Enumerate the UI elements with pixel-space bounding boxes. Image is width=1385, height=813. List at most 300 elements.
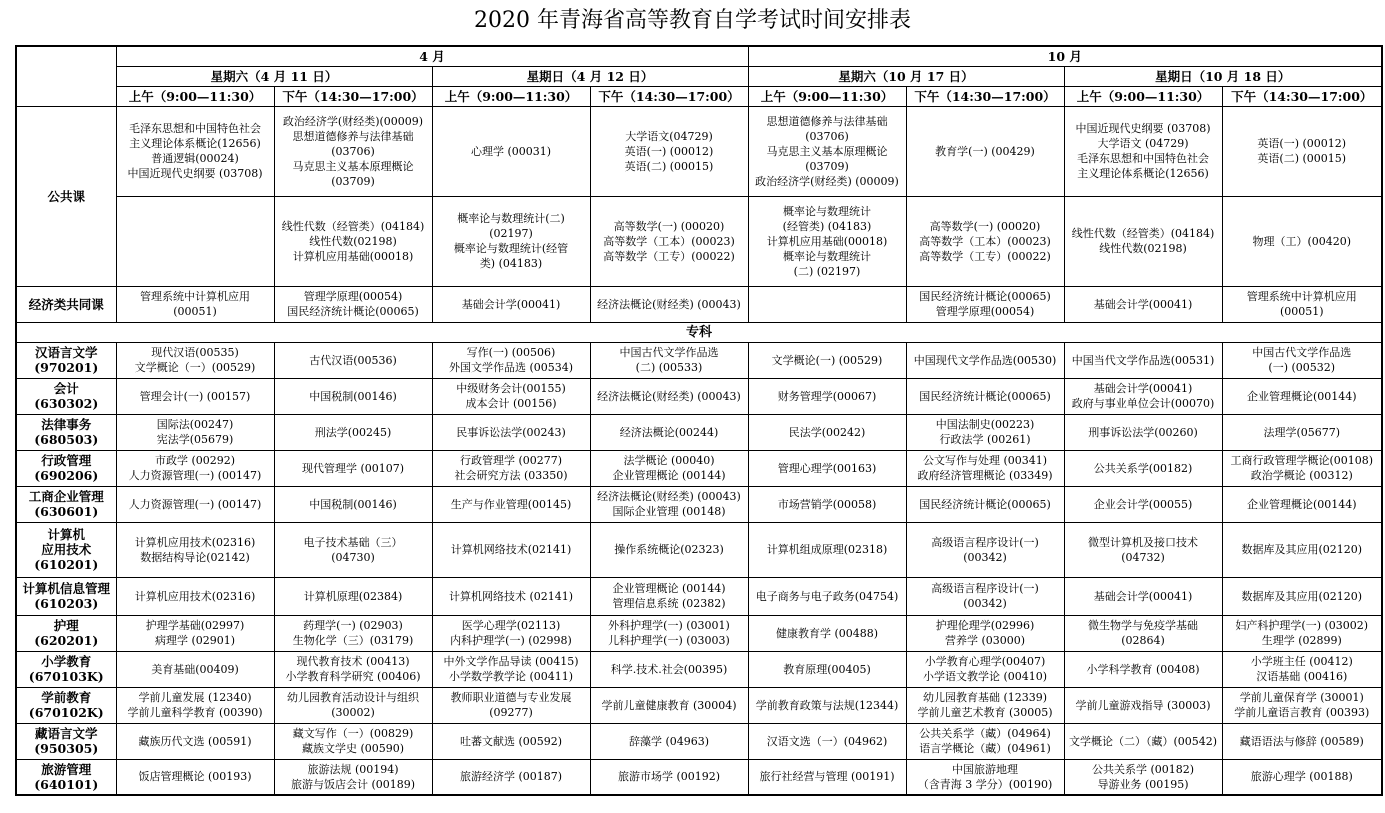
- exam-cell: [1222, 522, 1382, 577]
- cell-line: 导游业务 (00195): [1097, 777, 1189, 791]
- row-header: [16, 577, 116, 615]
- row-header: [16, 106, 116, 286]
- exam-cell: [274, 687, 432, 723]
- cell-line: (610201): [34, 557, 99, 572]
- exam-cell: [1222, 615, 1382, 651]
- cell-line: 管理系统中计算机应用: [140, 290, 250, 303]
- cell-line: 数据库及其应用(02120): [1241, 543, 1363, 556]
- cell-line: 学前儿童游戏指导 (30003): [1075, 698, 1211, 712]
- row-header: [16, 759, 116, 795]
- exam-cell: [432, 414, 590, 450]
- exam-cell: [1064, 615, 1222, 651]
- cell-line: 藏族文学史 (00590): [301, 742, 405, 755]
- cell-line: 普通逻辑(00024): [151, 152, 239, 165]
- cell-line: 法理学(05677): [1263, 425, 1341, 439]
- cell-line: 政府与事业单位会计(00070): [1071, 397, 1215, 410]
- cell-line: 线性代数（经管类）(04184): [1071, 227, 1215, 240]
- cell-line: (二) (00533): [635, 361, 703, 374]
- cell-line: 管理学原理(00054): [303, 290, 403, 303]
- exam-cell: [116, 106, 274, 196]
- exam-cell: [1222, 577, 1382, 615]
- session-header: 上午（9:00—11:30）: [432, 86, 590, 106]
- exam-cell: [274, 759, 432, 795]
- exam-cell: [116, 577, 274, 615]
- cell-line: 民事诉讼法学(00243): [456, 425, 566, 439]
- exam-cell: [274, 286, 432, 322]
- cell-line: 主义理论体系概论(12656): [129, 137, 261, 150]
- exam-cell: [906, 759, 1064, 795]
- exam-cell: [590, 450, 748, 486]
- exam-cell: [748, 414, 906, 450]
- cell-line: 基础会计学(00041): [1093, 589, 1193, 603]
- cell-line: 旅游法规 (00194): [307, 762, 399, 776]
- cell-line: 操作系统概论(02323): [614, 543, 724, 556]
- exam-cell: [1064, 450, 1222, 486]
- cell-line: 辞藻学 (04963): [628, 734, 710, 748]
- cell-line: (一) (00532): [1268, 361, 1336, 374]
- session-header: 上午（9:00—11:30）: [116, 86, 274, 106]
- session-header: 下午（14:30—17:00）: [1222, 86, 1382, 106]
- cell-line: (950305): [34, 741, 99, 756]
- cell-line: 中国古代文学作品选: [619, 346, 719, 359]
- cell-line: 国际企业管理 (00148): [612, 505, 726, 518]
- cell-line: 财务管理学(00067): [777, 389, 877, 403]
- cell-line: 企业会计学(00055): [1093, 497, 1193, 511]
- cell-line: 法律事务: [41, 417, 92, 432]
- table-row: [16, 723, 1382, 759]
- exam-cell: [1064, 414, 1222, 450]
- exam-cell: [748, 687, 906, 723]
- cell-line: 学前教育政策与法规(12344): [755, 698, 899, 712]
- cell-line: 高等数学（工专）(00022): [919, 249, 1051, 263]
- cell-line: 管理心理学(00163): [777, 461, 877, 475]
- cell-line: (620201): [34, 633, 99, 648]
- cell-line: 公共课: [47, 188, 85, 204]
- cell-line: 思想道德修养与法律基础: [292, 129, 414, 143]
- cell-line: 毛泽东思想和中国特色社会: [129, 122, 261, 135]
- cell-line: 中国税制(00146): [309, 389, 397, 403]
- exam-cell: [432, 286, 590, 322]
- cell-line: 高等数学（工本）(00023): [603, 234, 735, 248]
- exam-cell: [590, 651, 748, 687]
- cell-line: 小学教育: [41, 654, 92, 669]
- table-row: [16, 378, 1382, 414]
- exam-cell: [116, 342, 274, 378]
- exam-cell: [116, 615, 274, 651]
- exam-cell: [1064, 196, 1222, 286]
- row-header: [16, 615, 116, 651]
- exam-cell: [116, 378, 274, 414]
- cell-line: 外国文学作品选 (00534): [448, 361, 574, 374]
- exam-cell: [432, 378, 590, 414]
- exam-cell: [906, 286, 1064, 322]
- cell-line: 基础会计学(00041): [1093, 297, 1193, 311]
- cell-line: 市场营销学(00058): [777, 497, 877, 511]
- exam-cell: [906, 615, 1064, 651]
- cell-line: 公共关系学 (00182): [1091, 762, 1195, 776]
- cell-line: 饭店管理概论 (00193): [138, 770, 252, 784]
- cell-line: 汉语基础 (00416): [1256, 670, 1348, 683]
- cell-line: 计算机网络技术 (02141): [448, 589, 574, 603]
- cell-line: 旅游市场学 (00192): [617, 770, 721, 784]
- cell-line: 英语(二) (00015): [1257, 152, 1347, 165]
- exam-cell: [748, 486, 906, 522]
- cell-line: (680503): [34, 432, 99, 447]
- cell-line: 生产与作业管理(00145): [450, 497, 572, 511]
- cell-line: 美育基础(00409): [151, 662, 239, 676]
- cell-line: 政治学概论 (00312): [1250, 469, 1353, 482]
- row-header: [16, 651, 116, 687]
- cell-line: 国民经济统计概论(00065): [287, 305, 419, 318]
- cell-line: (30002): [331, 706, 375, 719]
- exam-cell: [1222, 342, 1382, 378]
- exam-cell: [432, 486, 590, 522]
- cell-line: 生物化学（三）(03179): [292, 634, 414, 647]
- exam-cell: [274, 342, 432, 378]
- cell-line: 外科护理学(一) (03001): [608, 619, 730, 632]
- table-row: [16, 106, 1382, 196]
- exam-cell: [116, 687, 274, 723]
- exam-cell: [748, 286, 906, 322]
- cell-line: 学前儿童发展 (12340): [138, 691, 252, 704]
- exam-cell: [274, 486, 432, 522]
- cell-line: 中级财务会计(00155): [456, 382, 566, 395]
- cell-line: 药理学(一) (02903): [303, 619, 403, 632]
- cell-line: 基础会计学(00041): [461, 297, 561, 311]
- cell-line: 幼儿园教育基础 (12339): [922, 691, 1048, 704]
- table-row: [16, 615, 1382, 651]
- day-header: 星期日（4 月 12 日）: [432, 66, 748, 86]
- cell-line: 汉语言文学: [34, 345, 98, 360]
- exam-cell: [116, 196, 274, 286]
- cell-line: 企业管理概论 (00144): [612, 582, 726, 595]
- exam-cell: [274, 615, 432, 651]
- cell-line: 教育原理(00405): [783, 662, 871, 676]
- exam-cell: [1222, 414, 1382, 450]
- exam-cell: [1064, 759, 1222, 795]
- cell-line: 中国近现代史纲要 (03708): [127, 167, 263, 180]
- cell-line: 政府经济管理概论 (03349): [917, 469, 1053, 482]
- cell-line: 小学教育科学研究 (00406): [285, 670, 421, 683]
- table-row: [16, 196, 1382, 286]
- exam-cell: [590, 723, 748, 759]
- cell-line: 工商企业管理: [28, 489, 104, 504]
- cell-line: 经济类共同课: [28, 296, 104, 312]
- cell-line: 中国现代文学作品选(00530): [913, 353, 1057, 367]
- cell-line: 市政学 (00292): [154, 454, 236, 467]
- cell-line: (经管类) (04183): [782, 219, 872, 233]
- exam-cell: [1222, 450, 1382, 486]
- exam-cell: [906, 378, 1064, 414]
- cell-line: 国民经济统计概论(00065): [919, 389, 1051, 403]
- table-row: [16, 651, 1382, 687]
- exam-cell: [590, 486, 748, 522]
- cell-line: 人力资源管理(一) (00147): [128, 497, 262, 511]
- cell-line: 学前儿童保育学 (30001): [1239, 691, 1364, 704]
- cell-line: (670103K): [28, 669, 104, 684]
- cell-line: 学前教育: [41, 690, 92, 705]
- exam-cell: [906, 522, 1064, 577]
- exam-cell: [1222, 196, 1382, 286]
- cell-line: 马克思主义基本原理概论: [766, 144, 888, 158]
- exam-cell: [432, 196, 590, 286]
- cell-line: 汉语文选（一）(04962): [766, 734, 888, 748]
- exam-cell: [432, 759, 590, 795]
- cell-line: 计算机应用基础(00018): [766, 234, 888, 248]
- cell-line: 马克思主义基本原理概论: [292, 159, 414, 173]
- cell-line: 思想道德修养与法律基础: [766, 114, 888, 128]
- exam-cell: [1064, 577, 1222, 615]
- cell-line: 高级语言程序设计(一): [931, 535, 1039, 549]
- cell-line: 医学心理学(02113): [461, 619, 561, 632]
- exam-cell: [1222, 486, 1382, 522]
- cell-line: 微型计算机及接口技术: [1088, 535, 1198, 549]
- exam-cell: [1064, 106, 1222, 196]
- row-header: [16, 450, 116, 486]
- exam-cell: [590, 687, 748, 723]
- exam-cell: [116, 450, 274, 486]
- cell-line: 毛泽东思想和中国特色社会: [1077, 152, 1209, 165]
- exam-cell: [906, 414, 1064, 450]
- exam-cell: [274, 522, 432, 577]
- cell-line: 经济法概论(财经类) (00043): [597, 389, 741, 403]
- exam-cell: [748, 450, 906, 486]
- cell-line: 管理信息系统 (02382): [612, 597, 726, 610]
- cell-line: 学前儿童艺术教育 (30005): [917, 706, 1053, 719]
- exam-cell: [906, 723, 1064, 759]
- cell-line: (630601): [34, 504, 99, 519]
- cell-line: 线性代数(02198): [1099, 242, 1187, 255]
- cell-line: (03706): [331, 144, 375, 158]
- cell-line: 学前儿童健康教育 (30004): [601, 698, 737, 712]
- cell-line: 高等数学（工专）(00022): [603, 249, 735, 263]
- cell-line: 计算机原理(02384): [303, 589, 403, 603]
- exam-cell: [432, 615, 590, 651]
- row-header: [16, 687, 116, 723]
- cell-line: 数据结构导论(02142): [140, 550, 250, 564]
- cell-line: 英语(一) (00012): [1257, 137, 1347, 150]
- exam-cell: [116, 414, 274, 450]
- cell-line: 高级语言程序设计(一): [931, 582, 1039, 595]
- cell-line: 健康教育学 (00488): [775, 626, 879, 640]
- cell-line: 企业管理概论 (00144): [612, 469, 726, 482]
- cell-line: (670102K): [28, 705, 104, 720]
- cell-line: 文学概论(一) (00529): [771, 353, 883, 367]
- exam-cell: [1222, 286, 1382, 322]
- exam-cell: [274, 414, 432, 450]
- cell-line: 类) (04183): [479, 257, 543, 270]
- cell-line: 概率论与数理统计(经管: [453, 242, 569, 255]
- exam-cell: [274, 450, 432, 486]
- exam-cell: [906, 486, 1064, 522]
- exam-cell: [1064, 687, 1222, 723]
- cell-line: 管理学原理(00054): [935, 305, 1035, 318]
- exam-cell: [274, 577, 432, 615]
- cell-line: (二) (02197): [793, 264, 861, 278]
- cell-line: 小学语文教学论 (00410): [922, 670, 1048, 683]
- day-header: 星期日（10 月 18 日）: [1064, 66, 1382, 86]
- cell-line: 管理会计(一) (00157): [139, 389, 251, 403]
- cell-line: 公共关系学(00182): [1093, 461, 1193, 475]
- exam-schedule-table: [15, 45, 1383, 796]
- exam-cell: [1222, 378, 1382, 414]
- table-row: [16, 577, 1382, 615]
- cell-line: 儿科护理学(一) (03003): [608, 634, 730, 647]
- table-row: [16, 486, 1382, 522]
- exam-cell: [1222, 106, 1382, 196]
- corner-cell: [16, 46, 116, 106]
- cell-line: (970201): [34, 360, 99, 375]
- cell-line: 大学语文(04729): [625, 129, 713, 143]
- cell-line: 国民经济统计概论(00065): [919, 290, 1051, 303]
- cell-line: 人力资源管理(一) (00147): [128, 469, 262, 482]
- cell-line: 应用技术: [41, 542, 92, 557]
- row-header: [16, 522, 116, 577]
- cell-line: 中国法制史(00223): [935, 418, 1035, 431]
- cell-line: 概率论与数理统计: [783, 249, 871, 263]
- cell-line: 中外文学作品导读 (00415): [443, 655, 579, 668]
- cell-line: 古代汉语(00536): [309, 353, 397, 367]
- cell-line: 中国税制(00146): [309, 497, 397, 511]
- row-header: [16, 723, 116, 759]
- exam-cell: [1064, 723, 1222, 759]
- cell-line: 微生物学与免疫学基础: [1088, 619, 1198, 632]
- cell-line: 吐蕃文献选 (00592): [459, 734, 563, 748]
- month-header: 10 月: [748, 46, 1382, 66]
- cell-line: 线性代数(02198): [309, 234, 397, 248]
- cell-line: 学前儿童科学教育 (00390): [127, 706, 263, 719]
- exam-cell: [116, 759, 274, 795]
- table-row: [16, 687, 1382, 723]
- cell-line: (03706): [805, 129, 849, 143]
- cell-line: 旅游心理学 (00188): [1250, 770, 1353, 784]
- cell-line: 高等数学（工本）(00023): [919, 234, 1051, 248]
- table-row: [16, 414, 1382, 450]
- session-header: 下午（14:30—17:00）: [274, 86, 432, 106]
- exam-cell: [590, 106, 748, 196]
- session-header: 上午（9:00—11:30）: [1064, 86, 1222, 106]
- cell-line: 工商行政管理学概论(00108): [1230, 454, 1374, 467]
- cell-line: 文学概论（一）(00529): [134, 361, 256, 374]
- cell-line: 妇产科护理学(一) (03002): [1235, 619, 1369, 632]
- exam-cell: [748, 106, 906, 196]
- cell-line: 现代汉语(00535): [151, 346, 239, 359]
- cell-line: 国民经济统计概论(00065): [919, 497, 1051, 511]
- cell-line: 行政管理: [41, 453, 92, 468]
- row-header: [16, 486, 116, 522]
- cell-line: (09277): [489, 706, 533, 719]
- cell-line: 旅游经济学 (00187): [459, 770, 563, 784]
- cell-line: 经济法概论(00244): [619, 425, 719, 439]
- exam-cell: [906, 196, 1064, 286]
- cell-line: 会计: [53, 381, 79, 396]
- cell-line: (03709): [331, 174, 375, 188]
- cell-line: (00051): [173, 305, 217, 318]
- exam-cell: [432, 723, 590, 759]
- cell-line: 社会研究方法 (03350): [454, 469, 568, 482]
- row-header: [16, 414, 116, 450]
- exam-cell: [906, 577, 1064, 615]
- cell-line: 中国旅游地理: [952, 762, 1018, 776]
- table-row: [16, 450, 1382, 486]
- cell-line: 藏语语法与修辞 (00589): [1239, 734, 1364, 748]
- cell-line: 护理学基础(02997): [145, 619, 245, 632]
- cell-line: 计算机: [47, 527, 85, 542]
- exam-cell: [432, 577, 590, 615]
- cell-line: (04730): [331, 550, 375, 564]
- exam-cell: [590, 286, 748, 322]
- row-header: [16, 342, 116, 378]
- cell-line: 概率论与数理统计(二): [457, 212, 565, 225]
- cell-line: 旅游管理: [41, 761, 92, 777]
- exam-cell: [116, 486, 274, 522]
- cell-line: 幼儿园教育活动设计与组织: [287, 691, 419, 704]
- cell-line: 教师职业道德与专业发展: [450, 691, 572, 704]
- cell-line: (02864): [1121, 634, 1165, 647]
- cell-line: 教育学(一) (00429): [935, 144, 1035, 158]
- cell-line: 计算机应用基础(00018): [292, 249, 414, 263]
- exam-cell: [432, 106, 590, 196]
- exam-cell: [432, 651, 590, 687]
- cell-line: 生理学 (02899): [1261, 634, 1342, 647]
- exam-cell: [748, 759, 906, 795]
- cell-line: 线性代数（经管类）(04184): [281, 219, 425, 233]
- exam-cell: [590, 615, 748, 651]
- cell-line: 物理（工）(00420): [1252, 234, 1352, 248]
- table-row: [16, 286, 1382, 322]
- cell-line: 公共关系学（藏）(04964): [919, 727, 1051, 740]
- table-row: [16, 342, 1382, 378]
- exam-cell: [906, 687, 1064, 723]
- cell-line: 高等数学(一) (00020): [929, 219, 1041, 233]
- day-header: 星期六（4 月 11 日）: [116, 66, 432, 86]
- cell-line: 小学科学教育 (00408): [1086, 662, 1200, 676]
- exam-cell: [1064, 651, 1222, 687]
- exam-cell: [116, 522, 274, 577]
- row-header: [16, 378, 116, 414]
- exam-cell: [116, 286, 274, 322]
- cell-line: (04732): [1121, 550, 1165, 564]
- cell-line: 企业管理概论(00144): [1246, 389, 1357, 403]
- cell-line: (03709): [805, 159, 849, 173]
- table-row: [16, 759, 1382, 795]
- cell-line: 成本会计 (00156): [465, 397, 557, 410]
- cell-line: 管理系统中计算机应用: [1246, 290, 1357, 303]
- exam-cell: [1064, 342, 1222, 378]
- exam-cell: [590, 342, 748, 378]
- cell-line: 藏文写作（一）(00829): [292, 727, 414, 740]
- exam-cell: [1222, 651, 1382, 687]
- cell-line: 旅行社经营与管理 (00191): [759, 770, 895, 784]
- exam-cell: [274, 723, 432, 759]
- cell-line: 政治经济学(财经类) (00009): [755, 174, 899, 188]
- cell-line: 经济法概论(财经类) (00043): [597, 297, 741, 311]
- cell-line: 公文写作与处理 (00341): [922, 454, 1048, 467]
- cell-line: 语言学概论（藏）(04961): [919, 742, 1051, 755]
- page-title: 2020 年青海省高等教育自学考试时间安排表: [474, 8, 911, 33]
- exam-cell: [1222, 723, 1382, 759]
- cell-line: 计算机组成原理(02318): [766, 543, 888, 556]
- cell-line: 现代教育技术 (00413): [296, 655, 410, 668]
- cell-line: (690206): [34, 468, 99, 483]
- exam-cell: [274, 378, 432, 414]
- cell-line: (00051): [1279, 305, 1324, 318]
- cell-line: 数据库及其应用(02120): [1241, 589, 1363, 603]
- exam-cell: [590, 522, 748, 577]
- exam-cell: [274, 106, 432, 196]
- cell-line: 主义理论体系概论(12656): [1077, 167, 1209, 180]
- cell-line: 计算机网络技术(02141): [450, 543, 572, 556]
